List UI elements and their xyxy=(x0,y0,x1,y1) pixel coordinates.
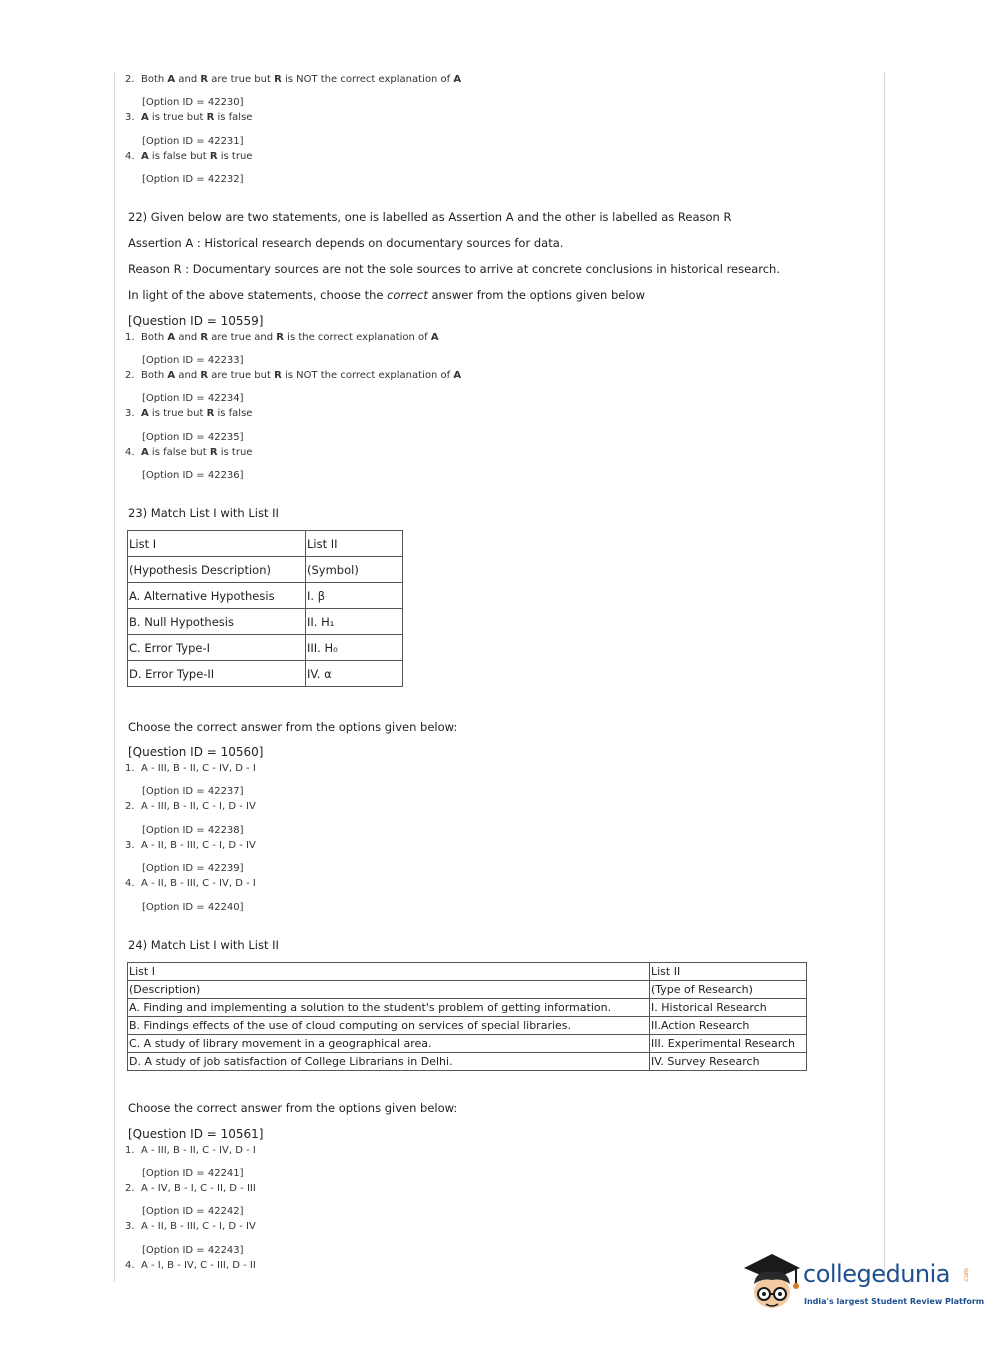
q24-option-2: 2. A - IV, B - I, C - II, D - III xyxy=(125,1183,256,1194)
q23-option-2: 2. A - III, B - II, C - I, D - IV xyxy=(125,801,256,812)
q24-option-2-id: [Option ID = 42242] xyxy=(142,1206,244,1217)
q24-prompt: Choose the correct answer from the options given below: xyxy=(128,1101,458,1115)
q22-option-4-id: [Option ID = 42236] xyxy=(142,470,244,481)
q23-title: 23) Match List I with List II xyxy=(128,506,279,520)
table-row: D. A study of job satisfaction of College Librarians in Delhi. IV. Survey Research xyxy=(128,1053,807,1071)
collegedunia-logo xyxy=(742,1250,985,1320)
brand-tagline: India's largest Student Review Platform xyxy=(804,1297,985,1306)
q23-match-table xyxy=(127,530,403,687)
q22-question-id: [Question ID = 10559] xyxy=(128,314,264,328)
q22-option-1: 1. Both A and R are true and R is the correct explanation of A xyxy=(125,332,439,343)
q22-option-3: 3. A is true but R is false xyxy=(125,408,253,419)
table-row: List I List II xyxy=(128,963,807,981)
q23-option-4: 4. A - II, B - III, C - IV, D - I xyxy=(125,878,256,889)
q23-option-2-id: [Option ID = 42238] xyxy=(142,825,244,836)
q22-title: 22) Given below are two statements, one is labelled as Assertion A and the other is labelled as Reason R xyxy=(128,210,732,224)
q21-option-3-id: [Option ID = 42231] xyxy=(142,136,244,147)
q24-option-3-id: [Option ID = 42243] xyxy=(142,1245,244,1256)
q21-option-4-id: [Option ID = 42232] xyxy=(142,174,244,185)
mascot-icon xyxy=(742,1250,802,1318)
q23-option-4-id: [Option ID = 42240] xyxy=(142,902,244,913)
brand-tld: .com xyxy=(962,1268,970,1283)
table-row: B. Findings effects of the use of cloud computing on services of special libraries. II.Action Research xyxy=(128,1017,807,1035)
table-row: (Hypothesis Description) (Symbol) xyxy=(128,557,403,583)
q21-option-2-id: [Option ID = 42230] xyxy=(142,97,244,108)
q24-option-3: 3. A - II, B - III, C - I, D - IV xyxy=(125,1221,256,1232)
q24-match-table xyxy=(127,962,807,1071)
q22-option-2: 2. Both A and R are true but R is NOT the correct explanation of A xyxy=(125,370,462,381)
q23-option-3-id: [Option ID = 42239] xyxy=(142,863,244,874)
table-row: B. Null Hypothesis II. H₁ xyxy=(128,609,403,635)
q21-option-2: 2. Both A and R are true but R is NOT the correct explanation of A xyxy=(125,74,462,85)
q21-option-3: 3. A is true but R is false xyxy=(125,112,253,123)
table-row: C. Error Type-I III. H₀ xyxy=(128,635,403,661)
q24-option-1-id: [Option ID = 42241] xyxy=(142,1168,244,1179)
table-row: A. Alternative Hypothesis I. β xyxy=(128,583,403,609)
table-row: A. Finding and implementing a solution to the student's problem of getting information. I. Historical Research xyxy=(128,999,807,1017)
q22-option-4: 4. A is false but R is true xyxy=(125,447,253,458)
q24-title: 24) Match List I with List II xyxy=(128,938,279,952)
q22-instruction: In light of the above statements, choose the correct answer from the options given below xyxy=(128,288,645,302)
q22-option-2-id: [Option ID = 42234] xyxy=(142,393,244,404)
q23-option-3: 3. A - II, B - III, C - I, D - IV xyxy=(125,840,256,851)
q23-question-id: [Question ID = 10560] xyxy=(128,745,264,759)
q23-option-1: 1. A - III, B - II, C - IV, D - I xyxy=(125,763,256,774)
left-margin-rule xyxy=(114,72,115,1282)
table-row: (Description) (Type of Research) xyxy=(128,981,807,999)
q21-option-4: 4. A is false but R is true xyxy=(125,151,253,162)
q22-assertion: Assertion A : Historical research depends on documentary sources for data. xyxy=(128,236,564,250)
q24-option-4: 4. A - I, B - IV, C - III, D - II xyxy=(125,1260,256,1271)
table-row: D. Error Type-II IV. α xyxy=(128,661,403,687)
table-row: C. A study of library movement in a geographical area. III. Experimental Research xyxy=(128,1035,807,1053)
q23-prompt: Choose the correct answer from the options given below: xyxy=(128,720,458,734)
brand-name: collegedunia xyxy=(803,1260,951,1288)
table-row: List I List II xyxy=(128,531,403,557)
right-margin-rule xyxy=(884,72,885,1282)
q22-option-3-id: [Option ID = 42235] xyxy=(142,432,244,443)
q24-option-1: 1. A - III, B - II, C - IV, D - I xyxy=(125,1145,256,1156)
q22-option-1-id: [Option ID = 42233] xyxy=(142,355,244,366)
q22-reason: Reason R : Documentary sources are not the sole sources to arrive at concrete conclusions in historical research. xyxy=(128,262,780,276)
q23-option-1-id: [Option ID = 42237] xyxy=(142,786,244,797)
q24-question-id: [Question ID = 10561] xyxy=(128,1127,264,1141)
